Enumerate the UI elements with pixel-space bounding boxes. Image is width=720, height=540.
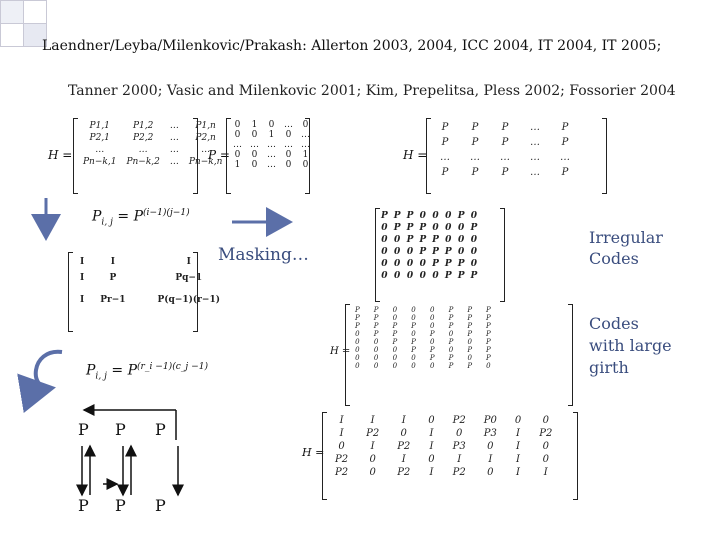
matrix-row [348,330,498,338]
citation-line-1: Laendner/Leyba/Milenkovic/Prakash: Allerton 2003, 2004, ICC 2004, IT 2004, IT 2005; [42,38,662,54]
matrix-cell: 0 [381,271,388,281]
matrix-cell: P [448,338,454,346]
matrix-cell: P [419,247,427,257]
matrix-cell: P [429,354,435,362]
matrix-cell: 0 [487,467,494,478]
matrix-cell: P [406,223,414,233]
matrix-cell: I [401,415,406,426]
matrix-cell: P2 [452,415,466,426]
matrix-cell: P [470,223,478,233]
matrix-cell: 0 [355,354,360,362]
formula-superscript: (i−1)(j−1) [143,208,190,218]
formula-subscript: i, j [101,217,113,228]
matrix-cell: … [169,133,179,143]
matrix-cell: 0 [445,223,452,233]
matrix-cell: … [267,160,276,170]
bracket [500,208,505,302]
matrix-row [326,414,561,427]
matrix-cell: Pq−1 [175,273,203,283]
matrix-cell: … [440,152,450,163]
matrix-cell: P [429,346,435,354]
matrix-cell: P2 [366,428,380,439]
matrix-row [72,292,228,308]
matrix-cell: 0 [381,223,388,233]
matrix-cell: 0 [411,306,416,314]
matrix-cell: 0 [428,415,435,426]
matrix-left [72,254,228,308]
matrix-cell: 0 [448,330,454,338]
matrix-cell: P [406,235,414,245]
matrix-cell: 0 [430,306,435,314]
matrix-cell: P [373,314,379,322]
matrix-cell: 1 [251,120,258,130]
matrix-cell: P [501,137,509,148]
matrix-cell: 0 [302,160,309,170]
matrix-cell: P [392,322,398,330]
matrix-cell: P [486,322,491,330]
matrix-masked [378,210,480,282]
matrix-cell: P [432,235,439,245]
matrix-cell: 0 [355,346,360,354]
irregular-codes-line-2: Codes [589,249,639,268]
matrix-cell: 0 [381,247,388,257]
matrix-cell: 0 [486,362,491,370]
cycle-p-top-2: P [115,420,126,439]
matrix-cell: P [486,338,491,346]
matrix-cell: I [110,257,115,267]
matrix-cell: 0 [355,330,360,338]
matrix-row [326,440,561,453]
matrix-cell: … [560,152,570,163]
matrix-cell: Pr−1 [100,295,126,305]
matrix-cell: 0 [419,211,426,221]
p-eq-label: P = [208,148,230,162]
matrix-cell: P [457,259,465,269]
matrix-cell: 1 [234,160,241,170]
matrix-cell: 0 [411,354,416,362]
matrix-cell: P1,2 [132,121,154,131]
matrix-cell: … [530,167,540,178]
matrix-cell: P [373,322,379,330]
matrix-cell: P [471,122,479,133]
matrix-cell: 0 [392,306,398,314]
matrix-cell: P2 [397,467,411,478]
matrix-cell: … [233,140,242,150]
matrix-cell: 0 [373,346,379,354]
matrix-cell: P [419,235,427,245]
matrix-cell: P2,2 [132,133,154,143]
formula-symbol: P [86,362,96,379]
matrix-cell: 0 [392,362,398,370]
matrix-cell: … [267,140,276,150]
matrix-cell: P [457,211,465,221]
matrix-cell: P [501,122,509,133]
formula-rhs: = P [111,362,137,379]
matrix-cell: … [301,130,310,140]
matrix-cell: Pn−k,n [188,157,223,167]
matrix-cell: P3 [452,441,466,452]
matrix-cell: P [471,137,479,148]
matrix-cell: P1,n [195,121,216,131]
matrix-cell [134,254,150,270]
matrix-cell: P [448,306,454,314]
matrix-cell: 0 [302,120,309,130]
matrix-cell: … [530,137,540,148]
matrix-cell: P [429,330,435,338]
matrix-cell: P2 [335,467,349,478]
matrix-cell: I [339,415,344,426]
matrix-cell: 0 [285,150,292,160]
matrix-cell: P2 [397,441,411,452]
matrix-cell: P [109,273,117,283]
matrix-cell: 0 [542,415,549,426]
matrix-cell: P [448,354,454,362]
matrix-cell: P [448,362,454,370]
matrix-cell: I [401,454,406,465]
matrix-cell: Pn−k,2 [126,157,160,167]
matrix-cell: 0 [234,150,241,160]
matrix-cell: 0 [234,130,241,140]
matrix-cell: P0 [483,415,497,426]
cycle-p-bottom-2: P [115,496,126,515]
matrix-cell: P [467,346,473,354]
matrix-row [378,270,480,282]
matrix-row [326,466,561,479]
matrix-cell: P [441,137,449,148]
matrix-cell: 0 [445,211,452,221]
matrix-cell: P [411,346,416,354]
matrix-cell: P [444,259,452,269]
matrix-cell: 0 [392,346,398,354]
matrix-cell: P [411,322,416,330]
matrix-cell: 0 [400,428,407,439]
matrix-cell: P [393,223,401,233]
matrix-cell: I [370,441,375,452]
matrix-cell: 0 [419,259,426,269]
matrix-cell: 0 [251,130,258,140]
matrix-cell: … [169,157,179,167]
matrix-cell: P [486,330,491,338]
matrix-cell: I [516,441,520,452]
masking-label: Masking… [218,245,309,265]
matrix-cell: 0 [470,235,477,245]
matrix-cell: P2,1 [89,133,110,143]
matrix-cell: … [169,145,179,155]
matrix-cell: P [355,306,360,314]
citation-line-2: Tanner 2000; Vasic and Milenkovic 2001; Kim, Prepelitsa, Pless 2002; Fossorier 2004 [68,83,676,99]
matrix-cell: P [381,211,388,221]
matrix-cell: 0 [467,338,472,346]
matrix-cell: 0 [542,441,549,452]
matrix-cell: I [429,428,434,439]
matrix-cell: … [169,121,179,131]
matrix-cell: 0 [369,467,376,478]
matrix-row [378,234,480,246]
h-eq-label: H = [48,148,73,162]
matrix-cell: 0 [448,346,454,354]
matrix-cell: 0 [432,271,439,281]
matrix-cell: 0 [285,160,292,170]
matrix-cell: P [471,167,479,178]
matrix-cell: 0 [373,362,379,370]
matrix-cell: P [393,211,401,221]
matrix-cell: P [467,322,473,330]
large-girth-line-1: Codes [589,314,639,333]
matrix-cell: P [373,330,379,338]
matrix-cell: 0 [406,247,414,257]
matrix-cell: P [486,346,491,354]
matrix-cell: 0 [430,338,435,346]
matrix-cell: P [448,322,454,330]
matrix-cell: I [339,428,344,439]
matrix-cell: P [486,354,491,362]
matrix-cell: … [530,122,540,133]
matrix-cell: … [500,152,510,163]
matrix-cell: 0 [430,314,435,322]
matrix-cell: P2 [539,428,553,439]
matrix-cell: P3 [483,428,497,439]
matrix-cell: 0 [411,330,416,338]
matrix-cell: Pn−k,1 [83,157,117,167]
formula-symbol: P [92,208,102,225]
matrix-cell: 0 [542,454,549,465]
matrix-cell: 0 [381,259,388,269]
matrix-cell: 0 [392,354,398,362]
matrix-cell: … [530,152,540,163]
matrix-cell [134,270,150,286]
formula-pij-2 [86,362,208,381]
large-girth-line-2: with large [589,336,672,355]
matrix-cell: P [441,167,449,178]
matrix-cell: I [80,257,85,267]
h-eq-label-2: H = [403,148,428,162]
matrix-cell: 0 [394,259,401,269]
matrix-cell: … [138,145,148,155]
matrix-cell: P [501,167,509,178]
matrix-cell: … [267,150,276,160]
matrix-cell: P [486,306,491,314]
matrix-row [72,270,228,286]
h-eq-label-4: H = [302,446,325,459]
matrix-cell: 0 [406,259,414,269]
matrix-girth [348,306,498,370]
matrix-row [326,453,561,466]
h-eq-label-3: H = [330,346,351,357]
matrix-cell: 0 [419,271,426,281]
matrix-cell: 0 [457,223,465,233]
matrix-cell: P [470,271,478,281]
matrix-cell: P [561,137,569,148]
matrix-cell: I [516,454,520,465]
matrix-cell: 0 [430,362,435,370]
bracket [193,252,198,332]
matrix-row [348,346,498,354]
matrix-cell: P [392,330,398,338]
matrix-cell: I [80,295,85,305]
matrix-cell: 0 [432,211,439,221]
matrix-row [348,322,498,330]
matrix-cell: I [370,415,375,426]
matrix-cell: 0 [394,247,401,257]
cycle-p-bottom-1: P [78,496,89,515]
irregular-codes-line-1: Irregular [589,228,663,247]
matrix-cell: P [444,271,452,281]
matrix-cell: P1,1 [89,121,110,131]
matrix-cell: 0 [487,441,494,452]
matrix-cell: 0 [394,271,401,281]
matrix-cell: 0 [457,247,465,257]
matrix-row [378,210,480,222]
matrix-cell: 0 [411,314,416,322]
matrix-row [72,254,228,270]
matrix-cell: P(q−1)(r−1) [157,295,220,305]
matrix-cell: P [448,314,454,322]
matrix-cell: 0 [514,415,522,426]
matrix-cell: P [432,259,439,269]
matrix-cell: 0 [457,235,465,245]
matrix-cell: P [419,223,427,233]
matrix-row [348,362,498,370]
bracket [573,412,578,500]
matrix-cell: P [432,247,439,257]
matrix-cell: … [284,120,293,130]
matrix-cell: 0 [467,354,472,362]
matrix-cell: I [488,454,493,465]
matrix-cell: P [561,167,569,178]
matrix-row [348,338,498,346]
matrix-cell: 0 [234,120,241,130]
matrix-cell: P [355,322,360,330]
matrix-cell: P [441,122,449,133]
matrix-row [348,306,498,314]
matrix-cell: 0 [394,235,401,245]
matrix-cell: P2 [452,467,466,478]
matrix-cell: P [467,306,473,314]
matrix-cell: P [457,271,465,281]
matrix-cell: P [411,338,416,346]
matrix-cell: 0 [285,130,292,140]
matrix-cell: 0 [470,259,477,269]
matrix-cell: 0 [355,338,360,346]
matrix-cell: 0 [251,150,258,160]
matrix-cell: I [186,257,191,267]
formula-subscript: i, j [95,371,107,382]
matrix-cell: 0 [251,160,258,170]
matrix-cell: P2,n [195,133,216,143]
matrix-row [378,222,480,234]
matrix-cell: 0 [392,314,398,322]
matrix-cell: I [429,441,434,452]
matrix-cell: P [467,314,473,322]
cycle-p-bottom-3: P [155,496,166,515]
matrix-cell: I [543,467,548,478]
matrix-row [378,246,480,258]
matrix-cell: 0 [470,211,477,221]
matrix-row [348,354,498,362]
matrix-cell: 1 [302,150,309,160]
matrix-cell: 0 [430,322,435,330]
matrix-cell: … [470,152,480,163]
matrix-cell: P [355,314,360,322]
matrix-cell: P [486,314,491,322]
matrix-cell: 0 [411,362,416,370]
matrix-bottom [326,414,561,479]
matrix-cell: P [373,306,379,314]
matrix-cell: P [406,211,414,221]
matrix-cell: … [95,145,105,155]
matrix-cell: I [80,273,85,283]
matrix-cell: P [561,122,569,133]
matrix-cell: P [444,247,452,257]
matrix-cell: P2 [335,454,349,465]
matrix-cell: 0 [381,235,388,245]
matrix-cell: 0 [456,428,463,439]
matrix-cell: … [201,145,211,155]
curved-arrow [36,352,62,389]
matrix-cell: 0 [369,454,376,465]
large-girth-line-3: girth [589,358,629,377]
matrix-cell [134,292,150,308]
matrix-cell: P [467,330,473,338]
formula-rhs: = P [117,208,143,225]
matrix-cell: … [301,140,310,150]
matrix-row [348,314,498,322]
matrix-cell: P [467,362,473,370]
matrix-cell: … [284,140,293,150]
matrix-cell: I [457,454,462,465]
formula-superscript: (r_i −1)(c_j −1) [137,362,209,372]
matrix-row [378,258,480,270]
matrix-cell: 0 [470,247,477,257]
matrix-cell: 0 [338,441,345,452]
matrix-cell: 0 [268,120,275,130]
matrix-cell: 0 [355,362,360,370]
matrix-cell: 0 [406,271,414,281]
matrix-row [326,427,561,440]
matrix-cell: 1 [268,130,275,140]
matrix-cell: I [516,428,520,439]
matrix-cell: … [250,140,259,150]
matrix-cell: 0 [373,354,379,362]
cycle-p-top-1: P [78,420,89,439]
bracket [568,304,573,406]
matrix-cell: 0 [432,223,439,233]
matrix-cell: I [429,467,434,478]
matrix-cell: 0 [373,338,379,346]
matrix-cell: I [516,467,520,478]
matrix-cell: P [392,338,398,346]
cycle-p-top-3: P [155,420,166,439]
matrix-cell: 0 [428,454,435,465]
matrix-cell: 0 [445,235,452,245]
